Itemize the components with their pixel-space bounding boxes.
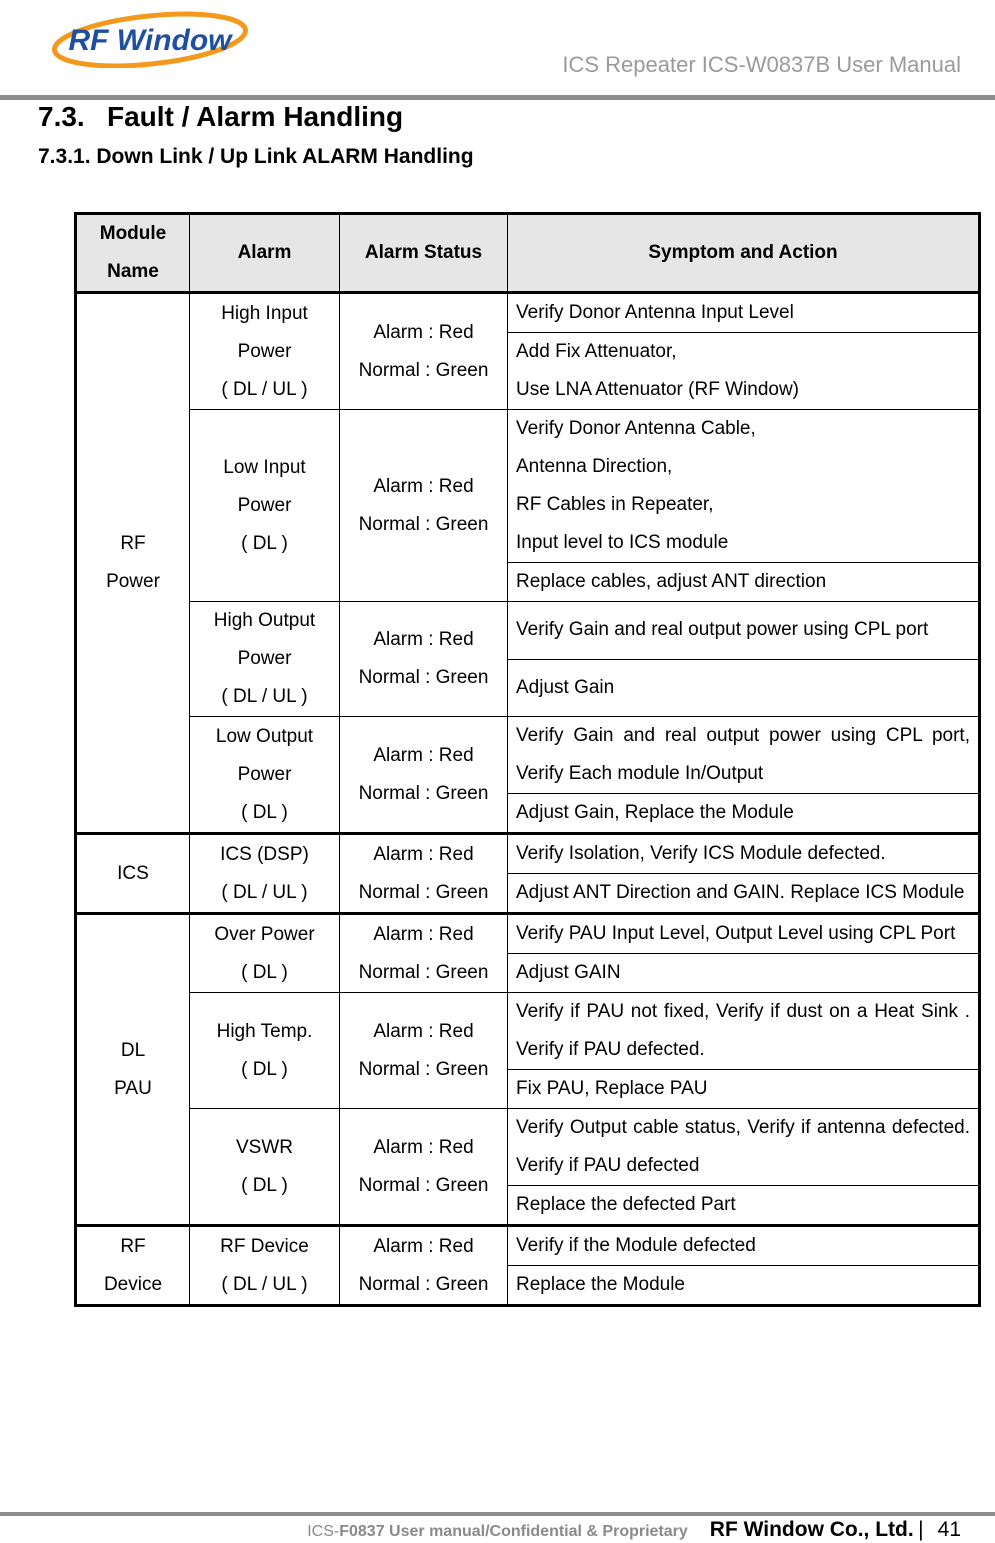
alarm-name-line: ( DL / UL ) (221, 378, 308, 400)
alarm-status-cell (340, 1109, 508, 1226)
action-line: Adjust ANT Direction and GAIN. Replace ICS Module (516, 882, 965, 903)
module-name-line: Power (106, 571, 160, 592)
action-cell (508, 717, 980, 794)
action-line: Verify Donor Antenna Input Level (516, 302, 794, 323)
alarm-name-line: ( DL / UL ) (221, 1273, 308, 1295)
module-name-cell (76, 1226, 190, 1306)
section-title: Fault / Alarm Handling (107, 101, 404, 132)
action-cell (508, 993, 980, 1070)
alarm-name-cell (190, 1226, 340, 1306)
header-alarm-status: Alarm Status (340, 214, 508, 293)
table-row (76, 602, 980, 660)
action-line: Use LNA Attenuator (RF Window) (516, 379, 799, 400)
header-title: ICS Repeater ICS-W0837B User Manual (562, 52, 961, 77)
status-alarm-red: Alarm : Red (373, 629, 474, 650)
module-name-line: RF (120, 533, 146, 554)
header-symptom-action: Symptom and Action (508, 214, 980, 293)
action-cell (508, 410, 980, 563)
status-normal-green: Normal : Green (358, 667, 489, 688)
status-alarm-red: Alarm : Red (373, 1136, 474, 1158)
action-cell (508, 1266, 980, 1306)
action-line: Adjust Gain, Replace the Module (516, 802, 794, 823)
alarm-status-cell (340, 1226, 508, 1306)
footer-doc: F0837 User manual/Confidential & Proprietary (339, 1523, 688, 1540)
page-number: 41 (937, 1518, 961, 1541)
action-cell (508, 333, 980, 410)
status-normal-green: Normal : Green (358, 359, 489, 381)
table-row (76, 1226, 980, 1266)
action-line: Replace the Module (516, 1274, 685, 1295)
table-row (76, 293, 980, 333)
table-row (76, 410, 980, 563)
alarm-name-cell (190, 602, 340, 717)
module-name-line: RF (120, 1235, 146, 1257)
action-line: RF Cables in Repeater, (516, 494, 714, 515)
status-alarm-red: Alarm : Red (373, 321, 474, 343)
table-row (76, 914, 980, 954)
action-cell (508, 1070, 980, 1109)
module-name-line: PAU (114, 1077, 152, 1099)
table-body (76, 293, 980, 1306)
subsection-heading: 7.3.1. Down Link / Up Link ALARM Handling (38, 145, 474, 168)
alarm-status-cell (340, 717, 508, 834)
action-line: Antenna Direction, (516, 456, 673, 477)
footer-company: RF Window Co., Ltd. (709, 1518, 914, 1541)
action-line: Adjust GAIN (516, 962, 621, 983)
header-module-name: Module Name (76, 214, 190, 293)
status-normal-green: Normal : Green (358, 1273, 489, 1295)
alarm-name-cell (190, 410, 340, 602)
action-line: Adjust Gain (516, 676, 615, 698)
alarm-name-cell (190, 293, 340, 410)
alarm-name-line: ( DL ) (241, 1174, 288, 1196)
alarm-name-line: Over Power (214, 923, 315, 945)
status-normal-green: Normal : Green (358, 1058, 489, 1080)
alarm-name-line: ICS (DSP) (220, 843, 309, 865)
rf-window-logo (50, 6, 255, 68)
alarm-name-line: VSWR (236, 1136, 293, 1158)
alarm-name-line: ( DL ) (241, 532, 288, 554)
status-alarm-red: Alarm : Red (373, 1020, 474, 1042)
section-heading (38, 101, 403, 133)
action-cell (508, 914, 980, 954)
module-name-line: ICS (117, 862, 149, 884)
action-line: Verify if the Module defected (516, 1235, 756, 1256)
alarm-name-line: Low Output (215, 725, 314, 747)
action-cell (508, 563, 980, 602)
status-alarm-red: Alarm : Red (373, 475, 474, 497)
alarm-name-line: Low Input (223, 456, 306, 478)
module-name-line: Device (103, 1273, 163, 1295)
action-cell (508, 954, 980, 993)
action-cell (508, 1186, 980, 1226)
alarm-table (74, 212, 981, 1307)
action-line: Verify Donor Antenna Cable, (516, 418, 756, 439)
action-cell (508, 602, 980, 660)
action-line: Replace the defected Part (516, 1194, 736, 1215)
action-line: Verify if PAU not fixed, Verify if dust on a Heat Sink . Verify if PAU defected. (516, 1001, 970, 1060)
alarm-name-line: RF Device (220, 1235, 309, 1257)
alarm-name-line: ( DL / UL ) (221, 881, 308, 903)
alarm-name-line: High Temp. (216, 1020, 313, 1042)
action-line: Fix PAU, Replace PAU (516, 1078, 708, 1099)
action-cell (508, 1109, 980, 1186)
alarm-status-cell (340, 993, 508, 1109)
action-line: Verify Gain and real output power using CPL port, Verify Each module In/Output (516, 725, 970, 784)
status-normal-green: Normal : Green (358, 513, 489, 535)
action-line: Verify Output cable status, Verify if antenna defected. Verify if PAU defected (516, 1117, 970, 1176)
action-cell (508, 834, 980, 874)
alarm-name-line: Power (237, 763, 292, 785)
alarm-status-cell (340, 410, 508, 602)
status-alarm-red: Alarm : Red (373, 923, 474, 945)
footer (307, 1518, 961, 1542)
module-name-cell (76, 834, 190, 914)
alarm-name-line: High Input (221, 302, 308, 324)
alarm-name-line: ( DL / UL ) (221, 686, 308, 707)
table-row (76, 717, 980, 794)
header-alarm: Alarm (190, 214, 340, 293)
action-line: Replace cables, adjust ANT direction (516, 571, 827, 592)
action-cell (508, 794, 980, 834)
status-alarm-red: Alarm : Red (373, 843, 474, 865)
logo-text: RF Window (68, 24, 232, 57)
footer-divider (0, 1512, 995, 1516)
action-cell (508, 293, 980, 333)
action-line: Add Fix Attenuator, (516, 341, 677, 362)
action-cell (508, 1226, 980, 1266)
alarm-name-line: High Output (213, 610, 316, 631)
alarm-name-line: Power (237, 648, 292, 669)
status-normal-green: Normal : Green (358, 782, 489, 804)
status-normal-green: Normal : Green (358, 881, 489, 903)
alarm-name-line: ( DL ) (241, 801, 288, 823)
header-divider (0, 95, 995, 100)
status-normal-green: Normal : Green (358, 1174, 489, 1196)
section-number: 7.3. (38, 101, 85, 132)
alarm-name-cell (190, 717, 340, 834)
action-cell (508, 874, 980, 914)
footer-separator: | (918, 1518, 924, 1541)
action-line: Verify Gain and real output power using CPL port (516, 619, 929, 641)
alarm-name-cell (190, 834, 340, 914)
alarm-name-cell (190, 1109, 340, 1226)
action-cell (508, 659, 980, 717)
action-line: Input level to ICS module (516, 532, 729, 553)
table-row (76, 1109, 980, 1186)
table-header-row (76, 214, 980, 293)
footer-prefix: ICS- (307, 1523, 340, 1540)
alarm-name-cell (190, 914, 340, 993)
module-name-cell (76, 914, 190, 1226)
alarm-status-cell (340, 914, 508, 993)
alarm-name-cell (190, 993, 340, 1109)
alarm-name-line: ( DL ) (241, 961, 288, 983)
alarm-status-cell (340, 602, 508, 717)
table-row (76, 834, 980, 874)
status-normal-green: Normal : Green (358, 961, 489, 983)
table-row (76, 993, 980, 1070)
alarm-name-line: Power (237, 340, 292, 362)
alarm-name-line: Power (237, 494, 292, 516)
alarm-status-cell (340, 293, 508, 410)
module-name-line: DL (120, 1039, 146, 1061)
status-alarm-red: Alarm : Red (373, 1235, 474, 1257)
alarm-status-cell (340, 834, 508, 914)
action-line: Verify PAU Input Level, Output Level using CPL Port (516, 923, 956, 944)
module-name-cell (76, 293, 190, 834)
alarm-name-line: ( DL ) (241, 1058, 288, 1080)
action-line: Verify Isolation, Verify ICS Module defected. (516, 843, 886, 864)
status-alarm-red: Alarm : Red (373, 744, 474, 766)
